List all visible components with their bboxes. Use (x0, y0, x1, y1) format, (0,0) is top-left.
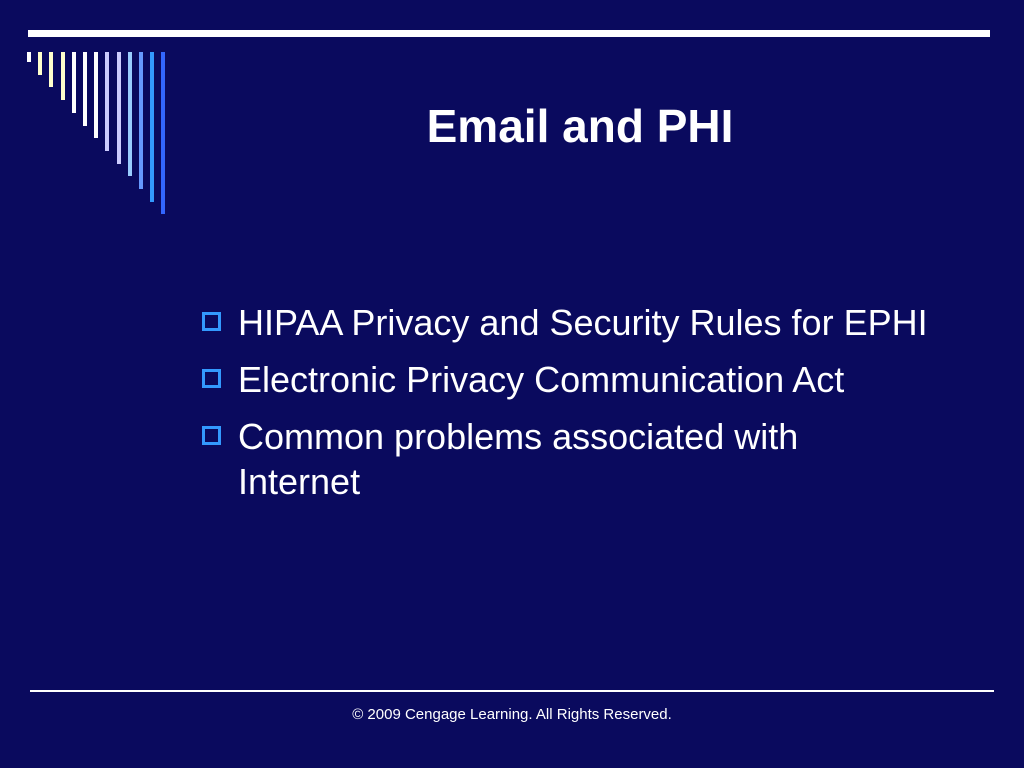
decorative-stripes (0, 0, 200, 220)
decorative-stripe (150, 52, 154, 202)
decorative-stripe (38, 52, 42, 75)
copyright-footer: © 2009 Cengage Learning. All Rights Reserved. (352, 706, 672, 723)
bullet-text: Electronic Privacy Communication Act (238, 359, 845, 400)
square-bullet-icon (202, 312, 221, 331)
decorative-stripe (94, 52, 98, 138)
decorative-stripe (83, 52, 87, 126)
bullet-list (200, 300, 930, 516)
slide-title: Email and PHI (426, 100, 734, 152)
decorative-stripe (105, 52, 109, 151)
decorative-stripe (61, 52, 65, 100)
decorative-stripe (161, 52, 165, 214)
decorative-stripe (49, 52, 53, 87)
bottom-rule (30, 690, 994, 692)
bullet-item (200, 414, 930, 504)
square-bullet-icon (202, 426, 221, 445)
decorative-stripe (139, 52, 143, 189)
decorative-stripe (117, 52, 121, 164)
bullet-item (200, 300, 930, 345)
decorative-stripe (72, 52, 76, 113)
square-bullet-icon (202, 369, 221, 388)
bullet-text: Common problems associated with Internet (238, 416, 799, 502)
bullet-item (200, 357, 930, 402)
decorative-stripe (128, 52, 132, 176)
bullet-text: HIPAA Privacy and Security Rules for EPHI (238, 302, 928, 343)
decorative-stripe (27, 52, 31, 62)
